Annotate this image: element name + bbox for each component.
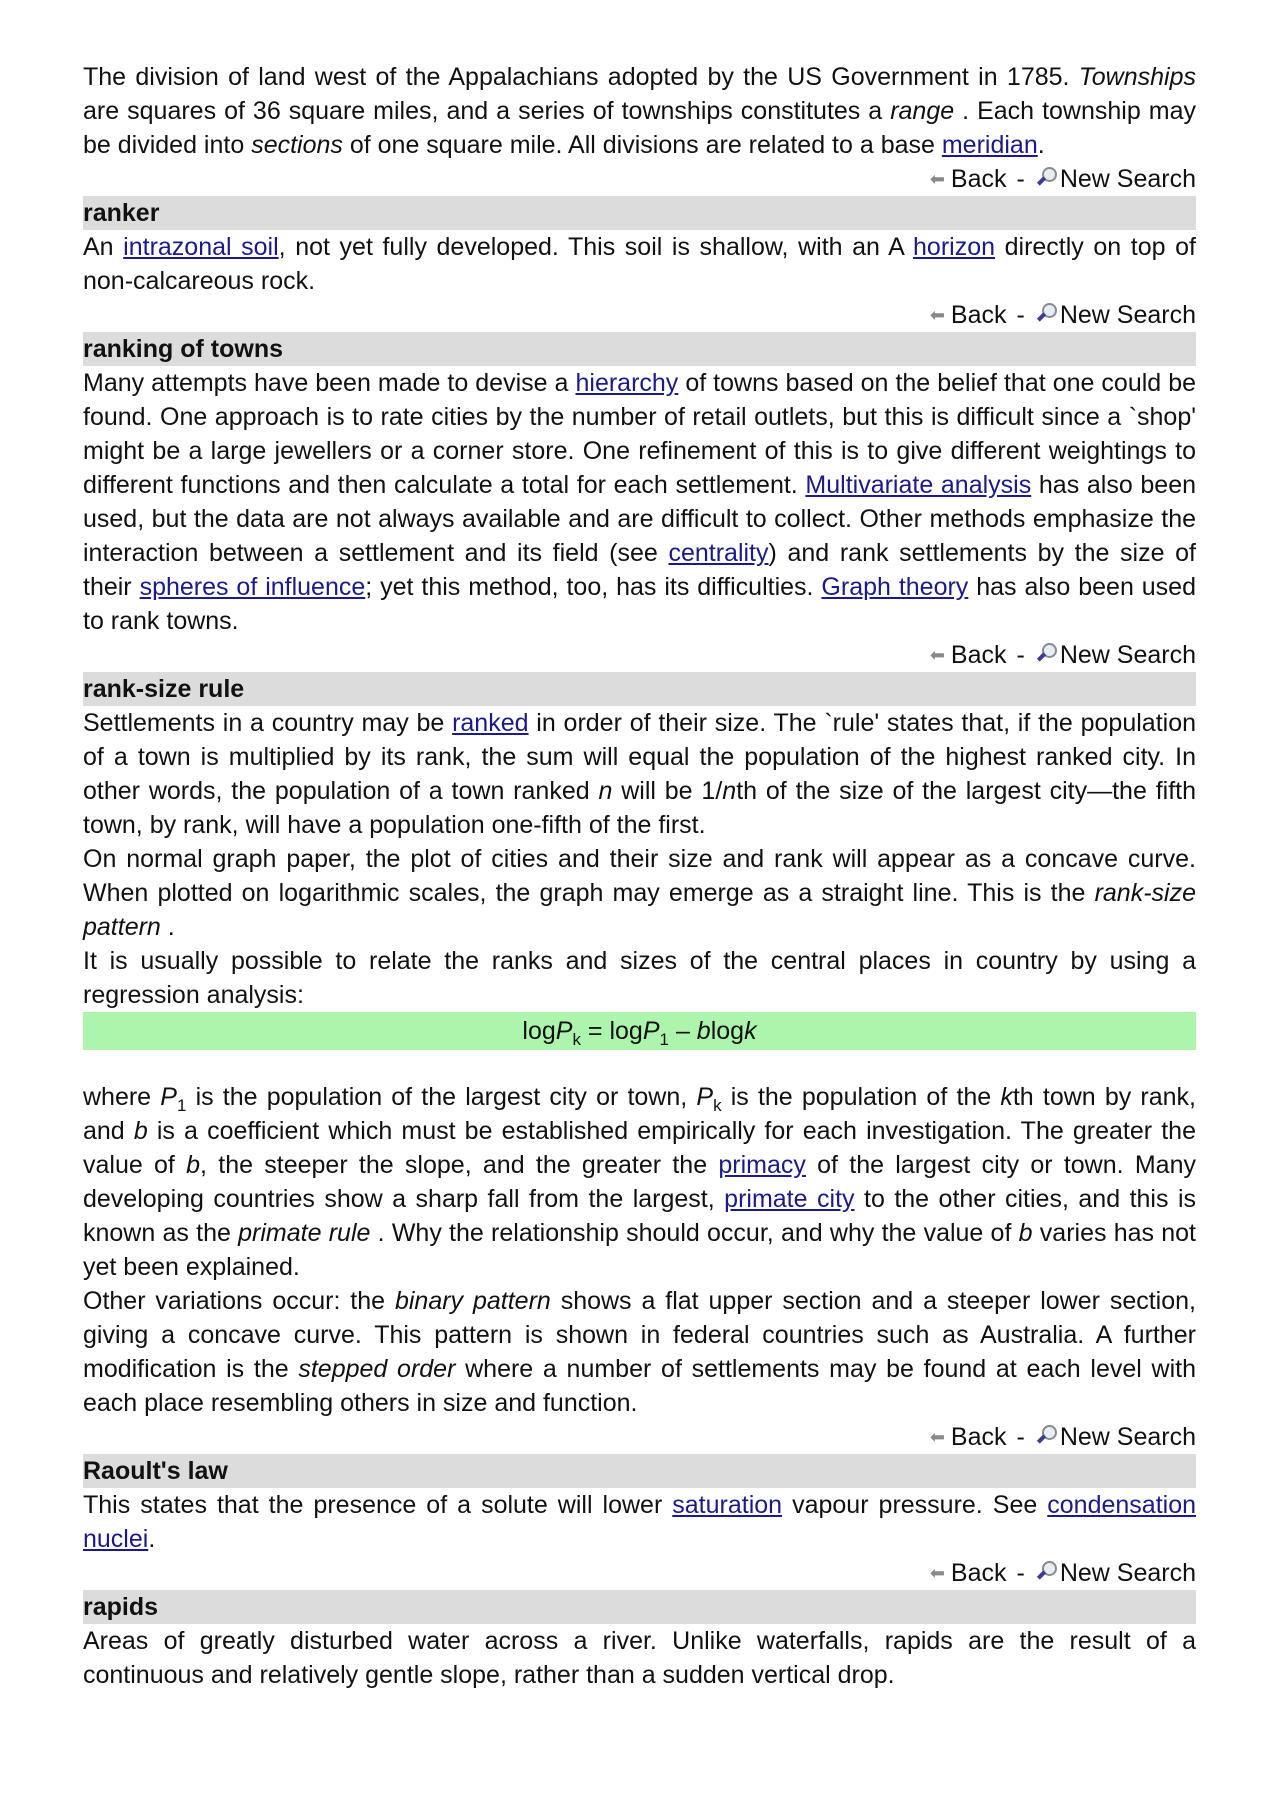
definition-paragraph [83,1624,1196,1692]
term-link[interactable]: saturation [672,1491,783,1519]
italic-text: n [722,777,737,805]
term-link[interactable]: meridian [941,131,1038,159]
magnifier-icon [1035,166,1057,188]
italic-text: P [696,1083,714,1111]
term-heading: ranker [83,196,1196,230]
nav-separator: - [1016,1559,1025,1587]
back-link[interactable] [930,1559,1007,1587]
new-search-label: New Search [1059,1559,1196,1587]
back-label: Back [950,1423,1007,1451]
new-search-link[interactable] [1035,1423,1196,1451]
subscript: 1 [659,1030,669,1049]
nav-separator: - [1016,165,1025,193]
new-search-link[interactable] [1035,301,1196,329]
italic-text: primate rule [238,1219,371,1247]
text-run: th town by rank, and [83,1083,1196,1145]
entry-navigation [83,638,1196,672]
text-run: is a coefficient which must be established empirically for each investigation. The greater the value of [83,1117,1196,1179]
italic-text: P [555,1017,573,1045]
formula-box [83,1012,1196,1050]
text-run: log [710,1017,745,1045]
text-run: . [160,913,175,941]
entry-navigation [83,1556,1196,1590]
term-heading: rank-size rule [83,672,1196,706]
term-link[interactable]: centrality [668,539,769,567]
back-link[interactable] [930,641,1007,669]
new-search-label: New Search [1059,641,1196,669]
text-run: The division of land west of the Appalachians adopted by the US Government in 1785. [83,63,1079,91]
term-heading: rapids [83,1590,1196,1624]
nav-separator: - [1016,1423,1025,1451]
text-run: has also been used to rank towns. [83,573,1196,635]
back-link[interactable] [930,301,1007,329]
text-run: , not yet fully developed. This soil is shallow, with an A [278,233,914,261]
entry-navigation [83,298,1196,332]
magnifier-icon [1035,302,1057,324]
new-search-link[interactable] [1035,1559,1196,1587]
subscript: k [572,1030,581,1049]
text-run: shows a flat upper section and a steeper lower section, giving a concave curve. This pattern is shown in federal countries such as Australia. A further modification is the [83,1287,1196,1383]
text-run: – [669,1017,697,1045]
text-run: of one square mile. All divisions are related to a base [342,131,942,159]
definition-paragraph [83,842,1196,944]
nav-separator: - [1016,301,1025,329]
text-run: of the largest city or town. Many developing countries show a sharp fall from the largest, [83,1151,1196,1213]
nav-separator: - [1016,641,1025,669]
italic-text: stepped order [298,1355,456,1383]
text-run: = log [580,1017,643,1045]
back-arrow-icon: ⬅ [929,305,945,325]
text-run: Areas of greatly disturbed water across a river. Unlike waterfalls, rapids are the result of a continuous and relatively gentle slope, rather than a sudden vertical drop. [83,1627,1196,1689]
back-arrow-icon: ⬅ [929,1563,945,1583]
text-run: directly on top of non-calcareous rock. [83,233,1196,295]
subscript: 1 [176,1096,187,1115]
text-run: to the other cities, and this is known as the [83,1185,1197,1247]
text-run: where a number of settlements may be found at each level with each place resembling others in size and function. [83,1355,1196,1417]
text-run: varies has not yet been explained. [83,1219,1197,1281]
text-run: log [522,1017,556,1045]
italic-text: b [1018,1219,1033,1247]
text-run: ) and rank settlements by the size of their [83,539,1196,601]
italic-text: b [133,1117,148,1145]
text-run: is the population of the largest city or town, [186,1083,697,1111]
back-label: Back [950,641,1007,669]
italic-text: sections [251,131,343,159]
text-run: , the steeper the slope, and the greater the [200,1151,719,1179]
term-link[interactable]: Graph theory [821,573,969,601]
term-link[interactable]: Multivariate analysis [805,471,1032,499]
glossary-page [83,60,1196,1692]
italic-text: b [186,1151,201,1179]
new-search-label: New Search [1059,1423,1196,1451]
text-run: has also been used, but the data are not always available and are difficult to collect. Other methods emphasize the interaction between a settlement and its field (see [83,471,1197,567]
definition-paragraph [83,1488,1196,1556]
text-run: On normal graph paper, the plot of cities and their size and rank will appear as a concave curve. When plotted on logarithmic scales, the graph may emerge as a straight line. This is the [83,845,1196,907]
italic-text: k [744,1017,757,1045]
term-link[interactable]: primacy [718,1151,806,1179]
new-search-link[interactable] [1035,641,1196,669]
new-search-label: New Search [1059,301,1196,329]
term-link[interactable]: primate city [724,1185,855,1213]
text-run: will be 1/ [612,777,723,805]
text-run: where [83,1083,161,1111]
magnifier-icon [1035,1560,1057,1582]
italic-text: n [598,777,613,805]
italic-text: Townships [1078,63,1196,91]
text-run: is the population of the [721,1083,1001,1111]
back-link[interactable] [930,1423,1007,1451]
term-link[interactable]: ranked [452,709,529,737]
text-run: Settlements in a country may be [83,709,453,737]
text-run: . [148,1525,156,1553]
term-link[interactable]: horizon [913,233,996,261]
text-run: ; yet this method, too, has its difficulties. [365,573,822,601]
text-run: . [1037,131,1045,159]
new-search-label: New Search [1059,165,1196,193]
text-run: This states that the presence of a solute will lower [83,1491,673,1519]
entry-navigation [83,162,1196,196]
definition-paragraph [83,60,1196,162]
italic-text: binary pattern [394,1287,551,1315]
magnifier-icon [1035,642,1057,664]
term-heading: ranking of towns [83,332,1196,366]
text-run: in order of their size. The `rule' states that, if the population of a town is multiplied by its rank, the sum will equal the population of the highest ranked city. In other words, the population of a town ranked [83,709,1196,805]
definition-paragraph [83,1284,1196,1420]
text-run: Other variations occur: the [83,1287,395,1315]
back-label: Back [950,165,1007,193]
italic-text: range [890,97,955,125]
text-run: Many attempts have been made to devise a [83,369,576,397]
back-link[interactable] [930,165,1007,193]
italic-text: k [1000,1083,1013,1111]
text-run: An [83,233,124,261]
text-run: It is usually possible to relate the ranks and sizes of the central places in country by using a regression analysis: [83,947,1196,1009]
back-label: Back [950,1559,1007,1587]
definition-paragraph [83,366,1196,638]
text-run: of towns based on the belief that one could be found. One approach is to rate cities by the number of retail outlets, but this is difficult since a `shop' might be a large jewellers or a corner store. One refinement of this is to give different weightings to different functions and then calculate a total for each settlement. [83,369,1196,499]
definition-paragraph [83,706,1196,842]
term-link[interactable]: spheres of influence [139,573,366,601]
text-run: are squares of 36 square miles, and a series of townships constitutes a [83,97,891,125]
back-arrow-icon: ⬅ [929,645,945,665]
new-search-link[interactable] [1035,165,1196,193]
definition-paragraph [83,1080,1196,1284]
entry-navigation [83,1420,1196,1454]
term-link[interactable]: hierarchy [575,369,679,397]
text-run: . Each township may be divided into [83,97,1196,159]
back-label: Back [950,301,1007,329]
term-link[interactable]: condensation nuclei [83,1491,1196,1553]
italic-text: rank-size pattern [83,879,1196,941]
text-run: vapour pressure. See [782,1491,1048,1519]
subscript: k [713,1096,722,1115]
back-arrow-icon: ⬅ [929,169,945,189]
term-heading: Raoult's law [83,1454,1196,1488]
italic-text: P [642,1017,660,1045]
term-link[interactable]: intrazonal soil [123,233,279,261]
italic-text: P [160,1083,177,1111]
italic-text: b [696,1017,711,1045]
text-run: . Why the relationship should occur, and why the value of [370,1219,1019,1247]
definition-paragraph [83,230,1196,298]
text-run: th of the size of the largest city—the fifth town, by rank, will have a population one-fifth of the first. [83,777,1196,839]
back-arrow-icon: ⬅ [929,1427,945,1447]
magnifier-icon [1035,1424,1057,1446]
definition-paragraph [83,944,1196,1012]
